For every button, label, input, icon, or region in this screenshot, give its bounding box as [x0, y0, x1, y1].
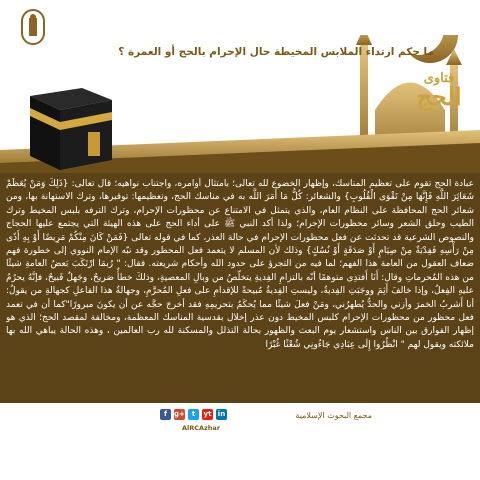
- youtube-icon[interactable]: yt: [203, 410, 212, 418]
- kaaba-icon: [20, 78, 120, 173]
- calligraphy-top: فتاوى: [423, 71, 455, 86]
- social-handle: AlRCAzhar: [181, 424, 221, 432]
- facebook-icon[interactable]: f: [160, 409, 171, 420]
- answer-paragraph: عبادة الحج تقوم على تعظيم المناسك، وإظهار الخضوع لله تعالى؛ بامتثال أوامره، واجتناب نواهيه؛ قال تعالى: {ذَلِكَ وَمَنْ يُعَظِّمْ شَعَائِرَ اللَّهِ فَإِنَّهَا مِنْ تَقْوَى الْقُلُوبِ} والشعائر: كُلُّ مَا أَمَرَ اللَّه به في مناسك الحج، وتعظيمها: توقيرها، وترك الاستهانة بها، ومن شعائر الحج المحافظة على النظام العام، والذي يتمثل في الامتناع عن محظورات الإحرام، وترك الترفه بلبس المخيط وترك الطيب وحلق الشعر وسائر محظورات الإحرام؛ ولذا أكد النبي ﷺ على أداء الحج على هذه الهيئة التي يجتمع عليها الحجاج والنصوص الشرعية قد تحدثت عن فعل محظورات الإحرام في حالة العذر، كما في قوله تعالى {فَمَنْ كَانَ مِنْكُمْ مَرِيضًا أَوْ بِهِ أَذًى مِنْ رَأْسِهِ فَفِدْيَةٌ مِنْ صِيَامٍ أَوْ صَدَقَةٍ أَوْ نُسُكٍ} وذلك لأن المسلم لا يتعمد فعل المحظور وقد نبّه الإمام النووي إلى خطورة فهم ضعاف العقول من العامة هذا الفهم؛ لما فيه من التجرؤ على حدود الله وأحكام شريعته. فقال: " رُبمَا ارْتَكَبَ بَعضُ العامةِ شيئًا من هذه المُحرماتِ وقال: أَنَا أَفتدِي متوهمًا أنّه بالتزامِ الفِديةِ يتخلّصُ من وبالِ المعصيةِ، وذلكَ خطأٌ صَريحٌ، وجَهلٌ قَبيحٌ، فإنَّهُ يحرُمُ عليهِ الفِعلُ، وإذا خالفَ أَثِمَ ووجَبَتِ الفِديةُ، وليستِ الفِديةُ مُبيحةً للإقدامِ على فعلِ المُحرَّمِ، وجهالةُ هذا الفاعلِ كجهالةِ من يقولُ: أنا أَشربُ الخمرَ وأزني والحدُّ يُطهرُني، ومَنْ فعلَ شيئًا مما يُحكَمُ بتحريمِهِ فقد أخرجَ حجَّه عن أن يكونَ مبرورًا"كما أن في تعمد فعل محظور من محظورات الإحرام كلبس المخيط دون عذر إخلال بقدسية المناسك المعظمة، ومخالفة لمقصد الحج؛ الذي هو إظهار الفوارق بين الناس واستشعار يوم البعث والظهور بحالة التذلل والمسكنة لله رب العالمين ، وهذه الحالة يباهي الله بها ملائكته ويقول لهم " انْظُرُوا إِلَى عِبَادِي جَاءُونِي شُعْثًا غُبْرًا: [6, 179, 474, 350]
- calligraphy-main: الحج: [416, 82, 462, 111]
- header: [0, 0, 480, 175]
- instagram-icon[interactable]: in: [217, 410, 226, 418]
- fatwa-answer-text: [6, 178, 474, 398]
- google-plus-icon[interactable]: g+: [174, 410, 185, 418]
- al-azhar-logo-icon: [20, 8, 46, 46]
- organization-name: مجمع البحوث الإسلامية: [295, 411, 372, 420]
- fatawa-al-hajj-calligraphy: [406, 72, 472, 109]
- fatwa-question: ما حكم ارتداء الملابس المخيطة حال الإحرام بالحج أو العمرة ؟: [118, 46, 434, 58]
- twitter-icon[interactable]: t: [188, 409, 199, 420]
